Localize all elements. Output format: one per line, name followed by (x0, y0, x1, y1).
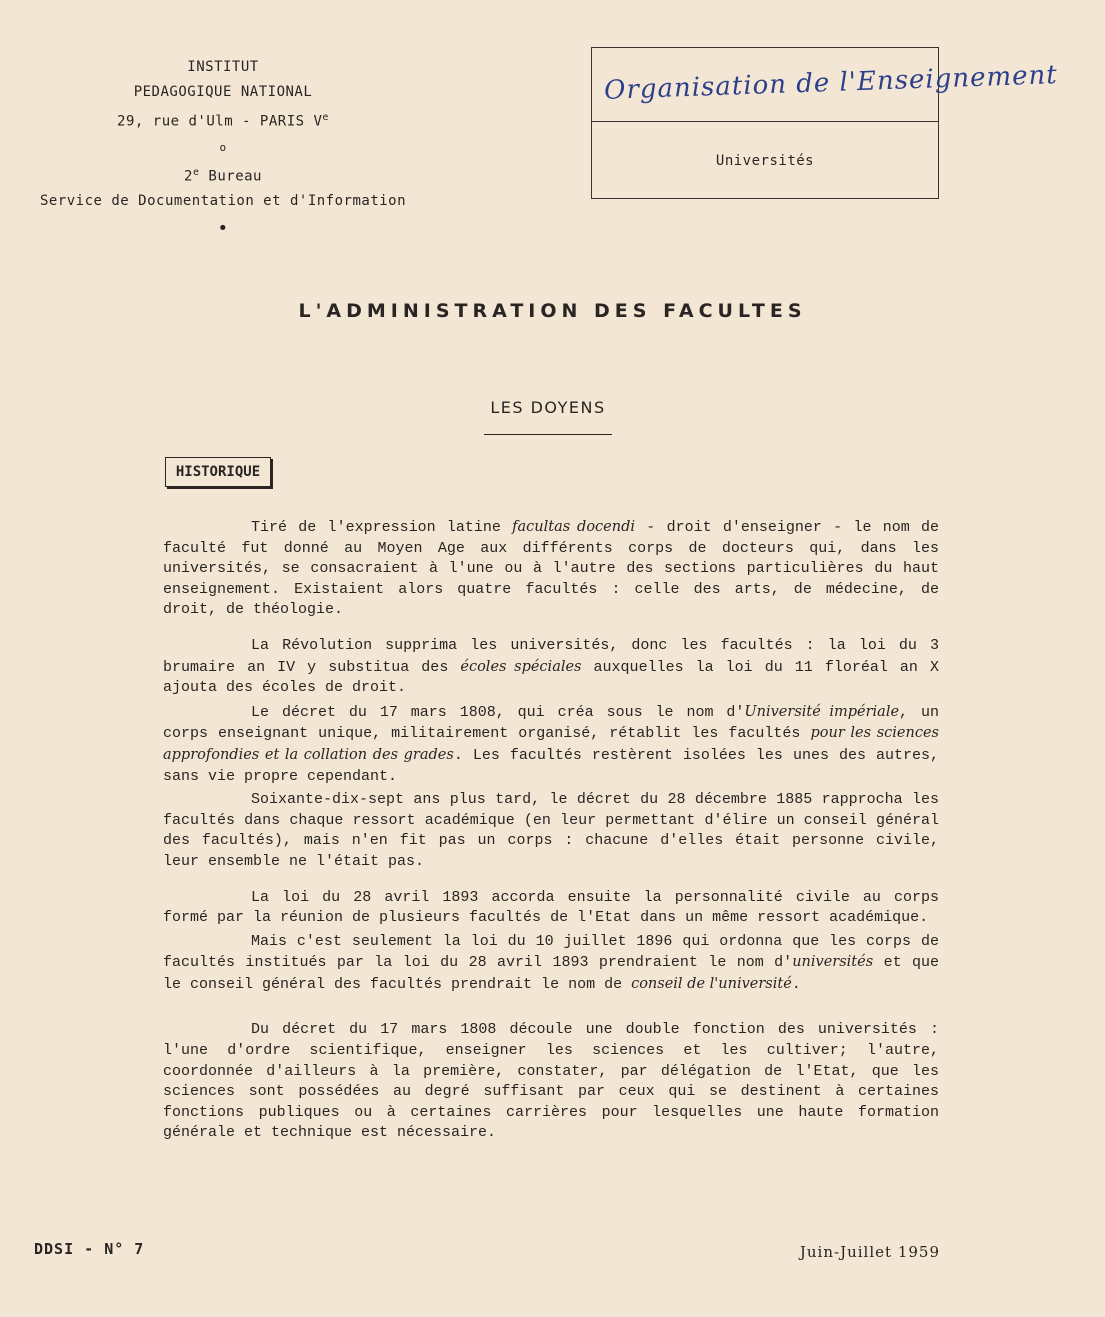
bureau-label: Bureau (208, 168, 262, 185)
paragraph-5: La loi du 28 avril 1893 accorda ensuite la personnalité civile au corps formé par la réunion de plusieurs facultés de l'Etat dans un même ressort académique. (163, 888, 939, 927)
italic-run: Université impériale (744, 703, 900, 720)
text-run: Tiré de l'expression latine (251, 519, 513, 536)
paragraph-4: Soixante-dix-sept ans plus tard, le décret du 28 décembre 1885 rapprocha les facultés dans chaque ressort académique (en leur permettant d'élire un conseil général des facultés), mais n'en fit pas un corps : chacune d'elles était personne civile, leur ensemble ne l'était pas. (163, 791, 939, 870)
text-run: . Les facultés restèrent isolées les unes des autres, sans vie propre cependant. (163, 746, 939, 785)
paragraph-2 (163, 636, 939, 699)
address-sup: e (322, 112, 329, 123)
paragraph-6 (163, 932, 939, 996)
institution-header (28, 55, 418, 244)
italic-run: facultas docendi (512, 519, 636, 535)
italic-run: universités (792, 954, 874, 971)
text-run: . (791, 975, 801, 993)
bureau-number: 2 (184, 168, 193, 185)
text-run: , un corps enseignant unique, militairement organisé, rétablit les facultés (163, 703, 939, 743)
text-run: - droit d'enseigner - le nom de faculté fut donné au Moyen Age aux différents corps de docteurs qui, dans les universités, se consacraient à l'une ou à l'autre des sections particulières du haut enseignement. Existaient alors quatre facultés : celle des arts, de médecine, de droit, de théologie. (163, 519, 940, 619)
classification-box (591, 47, 1059, 199)
footer-reference: DDSI - N° 7 (34, 1240, 145, 1258)
paragraph-7: Du décret du 17 mars 1808 découle une double fonction des universités : l'une d'ordre scientifique, enseigner les sciences et les cultiver; l'autre, coordonnée d'ailleurs à la première, constater, par délégation de l'Etat, que les sciences sont possédées au degré suffisant par ceux qui se destinent à certaines fonctions publiques ou à certaines carrières pour lesquelles une haute formation générale et technique est nécessaire. (163, 1021, 939, 1142)
bureau-line (28, 160, 418, 190)
text-run: Mais c'est seulement la loi du 10 juillet 1896 qui ordonna que les corps de facultés institués par la loi du 28 avril 1893 prendraient le nom d' (163, 932, 939, 972)
subtitle-underline (484, 434, 612, 435)
text-run: et que le conseil général des facultés prendrait le nom de (163, 954, 939, 993)
paragraph-3 (163, 702, 939, 787)
paragraph-1 (163, 517, 939, 621)
text-run: auxquelles la loi du 11 floréal an X ajouta des écoles de droit. (163, 658, 939, 697)
text-run: La Révolution supprima les universités, donc les facultés : la loi du 3 brumaire an IV y substitua des (163, 636, 939, 676)
italic-run: pour les sciences approfondies et la collation des grades (163, 725, 939, 763)
handwritten-annotation: Organisation de l'Enseignement (603, 60, 1059, 106)
institute-address (28, 105, 418, 135)
body-text (163, 517, 939, 1144)
italic-run: écoles spéciales (460, 658, 582, 675)
address-text: 29, rue d'Ulm - PARIS V (117, 113, 323, 130)
handwritten-cell (592, 48, 1059, 122)
category-label: Universités (715, 153, 815, 169)
italic-run: conseil de l'université (631, 975, 792, 992)
bullet-dot: • (217, 218, 229, 240)
service-line: Service de Documentation et d'Information (39, 193, 407, 210)
institute-line1: INSTITUT (187, 59, 259, 75)
text-run: Le décret du 17 mars 1808, qui créa sous le nom d' (251, 703, 745, 721)
institute-line2: PEDAGOGIQUE NATIONAL (133, 84, 313, 100)
footer-date: Juin-Juillet 1959 (799, 1243, 940, 1261)
bureau-sup: e (192, 166, 200, 178)
page-title: L'ADMINISTRATION DES FACULTES (298, 300, 807, 322)
section-heading: HISTORIQUE (165, 457, 271, 487)
separator-circle: o (219, 140, 227, 154)
page-subtitle: LES DOYENS (490, 398, 606, 417)
